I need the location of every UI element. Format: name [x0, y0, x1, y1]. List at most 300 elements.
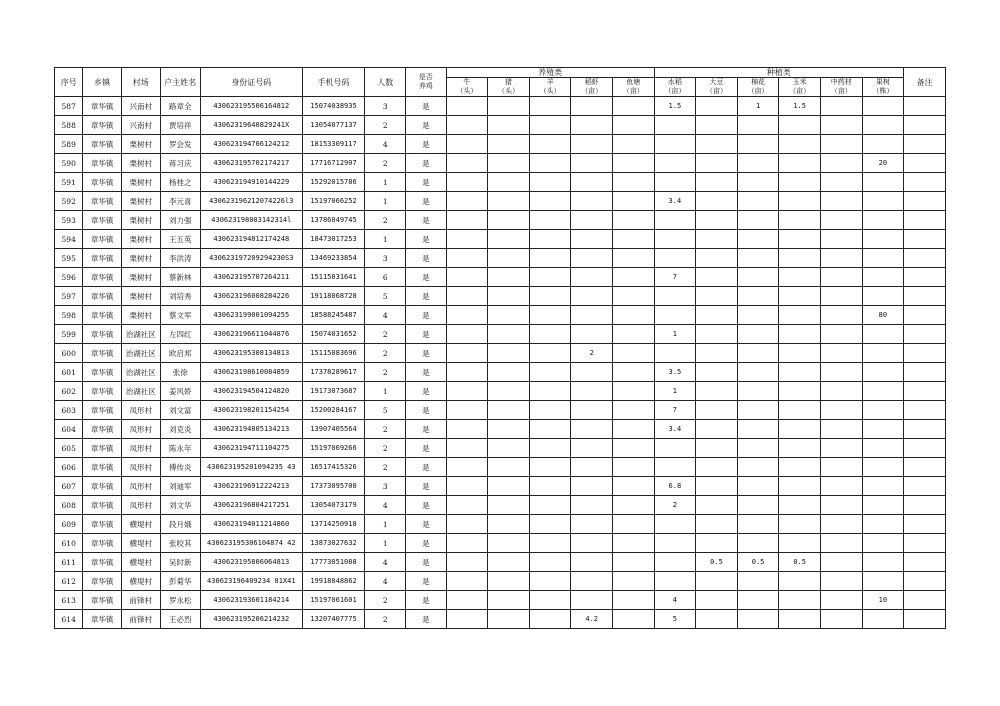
cell-pig — [488, 249, 530, 268]
table-row — [55, 534, 946, 553]
cell-cotton — [737, 420, 779, 439]
cell-pig — [488, 306, 530, 325]
cell-cattle — [446, 287, 488, 306]
cell-herbs — [820, 211, 862, 230]
col-breeding-1-label: 猪 — [505, 78, 512, 86]
cell-chicken: 是 — [406, 420, 447, 439]
cell-fruit-trees: 10 — [862, 591, 904, 610]
cell-rice-shrimp — [571, 268, 613, 287]
cell-town: 章华镇 — [83, 572, 122, 591]
cell-remark — [904, 97, 946, 116]
cell-people: 4 — [365, 306, 406, 325]
cell-pig — [488, 325, 530, 344]
cell-fish-pond — [612, 116, 654, 135]
cell-phone: 15115031641 — [302, 268, 365, 287]
cell-chicken: 是 — [406, 534, 447, 553]
cell-fish-pond — [612, 211, 654, 230]
cell-phone: 15197066252 — [302, 192, 365, 211]
col-planting-4-unit: （亩） — [830, 87, 852, 95]
cell-cotton — [737, 154, 779, 173]
cell-remark — [904, 135, 946, 154]
cell-rice-shrimp — [571, 553, 613, 572]
cell-people: 4 — [365, 553, 406, 572]
cell-remark — [904, 382, 946, 401]
col-breeding-2 — [529, 78, 571, 97]
cell-cotton — [737, 572, 779, 591]
cell-seq: 589 — [55, 135, 83, 154]
cell-people: 2 — [365, 591, 406, 610]
cell-rice-shrimp — [571, 401, 613, 420]
cell-sheep — [529, 268, 571, 287]
cell-corn — [779, 344, 821, 363]
cell-town: 章华镇 — [83, 268, 122, 287]
cell-pig — [488, 458, 530, 477]
cell-sheep — [529, 230, 571, 249]
table-row — [55, 420, 946, 439]
cell-rice-shrimp — [571, 591, 613, 610]
cell-fish-pond — [612, 268, 654, 287]
cell-town: 章华镇 — [83, 116, 122, 135]
col-seq: 序号 — [55, 68, 83, 97]
cell-sheep — [529, 477, 571, 496]
cell-remark — [904, 287, 946, 306]
cell-people: 3 — [365, 249, 406, 268]
cell-herbs — [820, 401, 862, 420]
cell-rice — [654, 553, 696, 572]
cell-id-number: 430623195506164812 — [201, 97, 302, 116]
cell-sheep — [529, 344, 571, 363]
cell-seq: 594 — [55, 230, 83, 249]
cell-id-number: 430623195206214232 — [201, 610, 302, 629]
cell-fish-pond — [612, 591, 654, 610]
table-row — [55, 572, 946, 591]
cell-herbs — [820, 287, 862, 306]
cell-fruit-trees — [862, 249, 904, 268]
cell-rice: 3.4 — [654, 192, 696, 211]
cell-id-number: 430623195702174217 — [201, 154, 302, 173]
cell-cattle — [446, 572, 488, 591]
table-row — [55, 515, 946, 534]
cell-sheep — [529, 249, 571, 268]
cell-people: 3 — [365, 477, 406, 496]
cell-town: 章华镇 — [83, 325, 122, 344]
cell-cotton — [737, 439, 779, 458]
cell-sheep — [529, 515, 571, 534]
cell-chicken: 是 — [406, 572, 447, 591]
cell-people: 2 — [365, 344, 406, 363]
cell-cotton — [737, 116, 779, 135]
cell-town: 章华镇 — [83, 401, 122, 420]
cell-id-number: 430623196008284226 — [201, 287, 302, 306]
cell-corn — [779, 439, 821, 458]
cell-id-number: 430623194812174248 — [201, 230, 302, 249]
cell-householder: 蔡文军 — [160, 306, 201, 325]
cell-rice-shrimp — [571, 173, 613, 192]
cell-householder: 李元喜 — [160, 192, 201, 211]
col-breeding-4-label: 鱼塘 — [626, 78, 641, 86]
cell-phone: 13469233854 — [302, 249, 365, 268]
cell-householder: 张徐 — [160, 363, 201, 382]
cell-village: 凤形村 — [121, 458, 160, 477]
cell-rice — [654, 572, 696, 591]
cell-phone: 17373095700 — [302, 477, 365, 496]
table-row — [55, 249, 946, 268]
cell-soybean — [696, 116, 738, 135]
cell-sheep — [529, 287, 571, 306]
cell-pig — [488, 477, 530, 496]
col-phone: 手机号码 — [302, 68, 365, 97]
cell-soybean — [696, 287, 738, 306]
cell-householder: 王五英 — [160, 230, 201, 249]
cell-fruit-trees — [862, 268, 904, 287]
cell-sheep — [529, 97, 571, 116]
cell-fruit-trees — [862, 344, 904, 363]
cell-herbs — [820, 420, 862, 439]
cell-chicken: 是 — [406, 477, 447, 496]
table-row — [55, 591, 946, 610]
cell-sheep — [529, 458, 571, 477]
cell-rice-shrimp — [571, 135, 613, 154]
col-planting-4-label: 中药材 — [830, 78, 852, 86]
cell-cattle — [446, 154, 488, 173]
cell-cattle — [446, 458, 488, 477]
cell-phone: 13054073179 — [302, 496, 365, 515]
cell-id-number: 430623196804217251 — [201, 496, 302, 515]
col-householder: 户主姓名 — [160, 68, 201, 97]
cell-cattle — [446, 477, 488, 496]
cell-chicken: 是 — [406, 154, 447, 173]
cell-householder: 傅传炎 — [160, 458, 201, 477]
cell-pig — [488, 154, 530, 173]
cell-people: 4 — [365, 496, 406, 515]
cell-phone: 18153309117 — [302, 135, 365, 154]
cell-sheep — [529, 211, 571, 230]
cell-id-number: 430623194910144229 — [201, 173, 302, 192]
table-row — [55, 306, 946, 325]
cell-householder: 王必烈 — [160, 610, 201, 629]
col-breeding-0 — [446, 78, 488, 97]
cell-rice — [654, 458, 696, 477]
cell-seq: 595 — [55, 249, 83, 268]
col-chicken — [406, 68, 447, 97]
cell-village: 栗树村 — [121, 306, 160, 325]
cell-id-number: 430623196611044876 — [201, 325, 302, 344]
cell-soybean — [696, 420, 738, 439]
cell-chicken: 是 — [406, 192, 447, 211]
cell-id-number: 43062319640829241X — [201, 116, 302, 135]
cell-pig — [488, 344, 530, 363]
cell-people: 2 — [365, 363, 406, 382]
cell-rice: 1 — [654, 382, 696, 401]
cell-fish-pond — [612, 401, 654, 420]
table-row — [55, 477, 946, 496]
cell-herbs — [820, 477, 862, 496]
cell-town: 章华镇 — [83, 515, 122, 534]
cell-phone: 15074038935 — [302, 97, 365, 116]
cell-cotton — [737, 534, 779, 553]
cell-village: 横堤村 — [121, 534, 160, 553]
col-breeding-1-unit: （头） — [498, 87, 519, 95]
cell-soybean — [696, 382, 738, 401]
cell-sheep — [529, 363, 571, 382]
col-people: 人数 — [365, 68, 406, 97]
cell-pig — [488, 553, 530, 572]
col-planting-0-label: 水稻 — [667, 78, 682, 86]
cell-cotton — [737, 382, 779, 401]
table-header — [55, 68, 946, 97]
group-planting: 种植类 — [654, 68, 904, 78]
cell-rice: 5 — [654, 610, 696, 629]
cell-soybean — [696, 249, 738, 268]
cell-town: 章华镇 — [83, 591, 122, 610]
table-row — [55, 553, 946, 572]
col-breeding-0-label: 牛 — [463, 78, 471, 86]
cell-cotton — [737, 325, 779, 344]
cell-id-number: 430623196212074226l3 — [201, 192, 302, 211]
cell-town: 章华镇 — [83, 97, 122, 116]
cell-soybean — [696, 268, 738, 287]
cell-rice: 3.5 — [654, 363, 696, 382]
cell-id-number: 430623198610084859 — [201, 363, 302, 382]
cell-id-number: 430623193601184214 — [201, 591, 302, 610]
cell-corn — [779, 477, 821, 496]
cell-cotton — [737, 515, 779, 534]
cell-fruit-trees — [862, 572, 904, 591]
cell-householder: 罗永松 — [160, 591, 201, 610]
cell-cotton — [737, 306, 779, 325]
cell-phone: 15115083696 — [302, 344, 365, 363]
cell-cattle — [446, 534, 488, 553]
cell-cattle — [446, 420, 488, 439]
table-row — [55, 135, 946, 154]
cell-herbs — [820, 268, 862, 287]
cell-remark — [904, 325, 946, 344]
cell-cattle — [446, 97, 488, 116]
cell-sheep — [529, 534, 571, 553]
cell-phone: 15197069266 — [302, 439, 365, 458]
cell-pig — [488, 591, 530, 610]
cell-chicken: 是 — [406, 287, 447, 306]
cell-householder: 刘迪军 — [160, 477, 201, 496]
cell-chicken: 是 — [406, 363, 447, 382]
cell-town: 章华镇 — [83, 363, 122, 382]
col-planting-2-label: 棉花 — [751, 78, 766, 86]
cell-rice — [654, 439, 696, 458]
cell-cattle — [446, 591, 488, 610]
cell-fish-pond — [612, 135, 654, 154]
cell-fruit-trees — [862, 610, 904, 629]
cell-corn — [779, 420, 821, 439]
cell-corn — [779, 610, 821, 629]
cell-householder: 刘克炎 — [160, 420, 201, 439]
col-breeding-3 — [571, 78, 613, 97]
cell-corn — [779, 458, 821, 477]
cell-village: 栗树村 — [121, 154, 160, 173]
cell-householder: 刘文富 — [160, 401, 201, 420]
cell-soybean — [696, 591, 738, 610]
cell-corn — [779, 173, 821, 192]
cell-soybean — [696, 534, 738, 553]
cell-herbs — [820, 553, 862, 572]
table-row — [55, 97, 946, 116]
cell-pig — [488, 97, 530, 116]
cell-cattle — [446, 515, 488, 534]
cell-remark — [904, 496, 946, 515]
cell-cotton — [737, 249, 779, 268]
cell-chicken: 是 — [406, 173, 447, 192]
cell-cotton — [737, 344, 779, 363]
cell-remark — [904, 439, 946, 458]
cell-village: 栗树村 — [121, 249, 160, 268]
cell-rice-shrimp — [571, 211, 613, 230]
cell-town: 章华镇 — [83, 420, 122, 439]
cell-soybean — [696, 401, 738, 420]
cell-people: 2 — [365, 420, 406, 439]
cell-sheep — [529, 135, 571, 154]
cell-seq: 593 — [55, 211, 83, 230]
col-breeding-2-unit: （头） — [539, 87, 561, 95]
cell-pig — [488, 211, 530, 230]
cell-corn — [779, 192, 821, 211]
cell-rice-shrimp — [571, 192, 613, 211]
cell-fish-pond — [612, 249, 654, 268]
cell-herbs — [820, 154, 862, 173]
cell-village: 凤形村 — [121, 496, 160, 515]
cell-seq: 588 — [55, 116, 83, 135]
cell-cattle — [446, 249, 488, 268]
cell-phone: 17716712907 — [302, 154, 365, 173]
cell-rice: 7 — [654, 401, 696, 420]
cell-remark — [904, 306, 946, 325]
cell-corn — [779, 268, 821, 287]
col-chicken-line1: 是否 — [418, 73, 433, 81]
cell-rice — [654, 306, 696, 325]
cell-rice: 6.8 — [654, 477, 696, 496]
cell-chicken: 是 — [406, 306, 447, 325]
table-row — [55, 363, 946, 382]
cell-householder: 陈永年 — [160, 439, 201, 458]
cell-remark — [904, 591, 946, 610]
cell-remark — [904, 610, 946, 629]
cell-fruit-trees — [862, 534, 904, 553]
col-town: 乡镇 — [83, 68, 122, 97]
cell-cattle — [446, 401, 488, 420]
cell-fruit-trees — [862, 230, 904, 249]
cell-fruit-trees — [862, 439, 904, 458]
cell-rice — [654, 173, 696, 192]
cell-corn — [779, 230, 821, 249]
cell-soybean — [696, 325, 738, 344]
cell-rice: 2 — [654, 496, 696, 515]
cell-householder: 蒋习庆 — [160, 154, 201, 173]
cell-id-number: 430623198003142314l — [201, 211, 302, 230]
cell-sheep — [529, 610, 571, 629]
cell-phone: 15197061601 — [302, 591, 365, 610]
cell-rice — [654, 230, 696, 249]
col-planting-3-unit: （亩） — [789, 87, 811, 95]
cell-seq: 614 — [55, 610, 83, 629]
cell-herbs — [820, 344, 862, 363]
cell-town: 章华镇 — [83, 439, 122, 458]
cell-id-number: 430623198201154254 — [201, 401, 302, 420]
cell-rice-shrimp — [571, 496, 613, 515]
cell-cotton — [737, 496, 779, 515]
table-body — [55, 97, 946, 629]
col-planting-3-label: 玉米 — [792, 78, 807, 86]
cell-householder: 左四红 — [160, 325, 201, 344]
cell-chicken: 是 — [406, 116, 447, 135]
cell-cotton — [737, 211, 779, 230]
cell-phone: 19118068728 — [302, 287, 365, 306]
cell-fish-pond — [612, 154, 654, 173]
col-planting-0-unit: （亩） — [664, 87, 686, 95]
cell-pig — [488, 382, 530, 401]
cell-people: 1 — [365, 230, 406, 249]
cell-householder: 路章全 — [160, 97, 201, 116]
col-breeding-4 — [612, 78, 654, 97]
cell-village: 兴南村 — [121, 116, 160, 135]
cell-remark — [904, 572, 946, 591]
cell-seq: 611 — [55, 553, 83, 572]
cell-pig — [488, 135, 530, 154]
cell-chicken: 是 — [406, 135, 447, 154]
cell-phone: 16517415326 — [302, 458, 365, 477]
table-row — [55, 116, 946, 135]
col-planting-1-label: 大豆 — [709, 78, 724, 86]
cell-seq: 607 — [55, 477, 83, 496]
cell-remark — [904, 211, 946, 230]
household-table — [54, 67, 946, 629]
cell-fish-pond — [612, 230, 654, 249]
cell-chicken: 是 — [406, 515, 447, 534]
cell-phone: 13714250918 — [302, 515, 365, 534]
cell-village: 凤形村 — [121, 401, 160, 420]
cell-seq: 605 — [55, 439, 83, 458]
col-planting-1-unit: （亩） — [705, 87, 727, 95]
cell-soybean — [696, 344, 738, 363]
cell-town: 章华镇 — [83, 230, 122, 249]
cell-seq: 599 — [55, 325, 83, 344]
cell-fruit-trees — [862, 553, 904, 572]
cell-pig — [488, 287, 530, 306]
cell-cotton — [737, 287, 779, 306]
cell-village: 栗树村 — [121, 211, 160, 230]
cell-rice-shrimp — [571, 249, 613, 268]
cell-chicken: 是 — [406, 325, 447, 344]
cell-pig — [488, 401, 530, 420]
cell-people: 2 — [365, 325, 406, 344]
cell-fruit-trees — [862, 173, 904, 192]
cell-sheep — [529, 572, 571, 591]
cell-village: 栗树村 — [121, 135, 160, 154]
cell-cattle — [446, 325, 488, 344]
cell-soybean — [696, 135, 738, 154]
cell-householder: 欧启邦 — [160, 344, 201, 363]
cell-town: 章华镇 — [83, 553, 122, 572]
cell-cotton — [737, 610, 779, 629]
cell-rice-shrimp — [571, 97, 613, 116]
cell-phone: 17773051088 — [302, 553, 365, 572]
cell-village: 凤形村 — [121, 477, 160, 496]
cell-phone: 18588245487 — [302, 306, 365, 325]
cell-chicken: 是 — [406, 496, 447, 515]
cell-phone: 13907405564 — [302, 420, 365, 439]
col-remark: 备注 — [904, 68, 946, 97]
cell-town: 章华镇 — [83, 154, 122, 173]
cell-fish-pond — [612, 496, 654, 515]
cell-householder: 吴时新 — [160, 553, 201, 572]
cell-seq: 587 — [55, 97, 83, 116]
